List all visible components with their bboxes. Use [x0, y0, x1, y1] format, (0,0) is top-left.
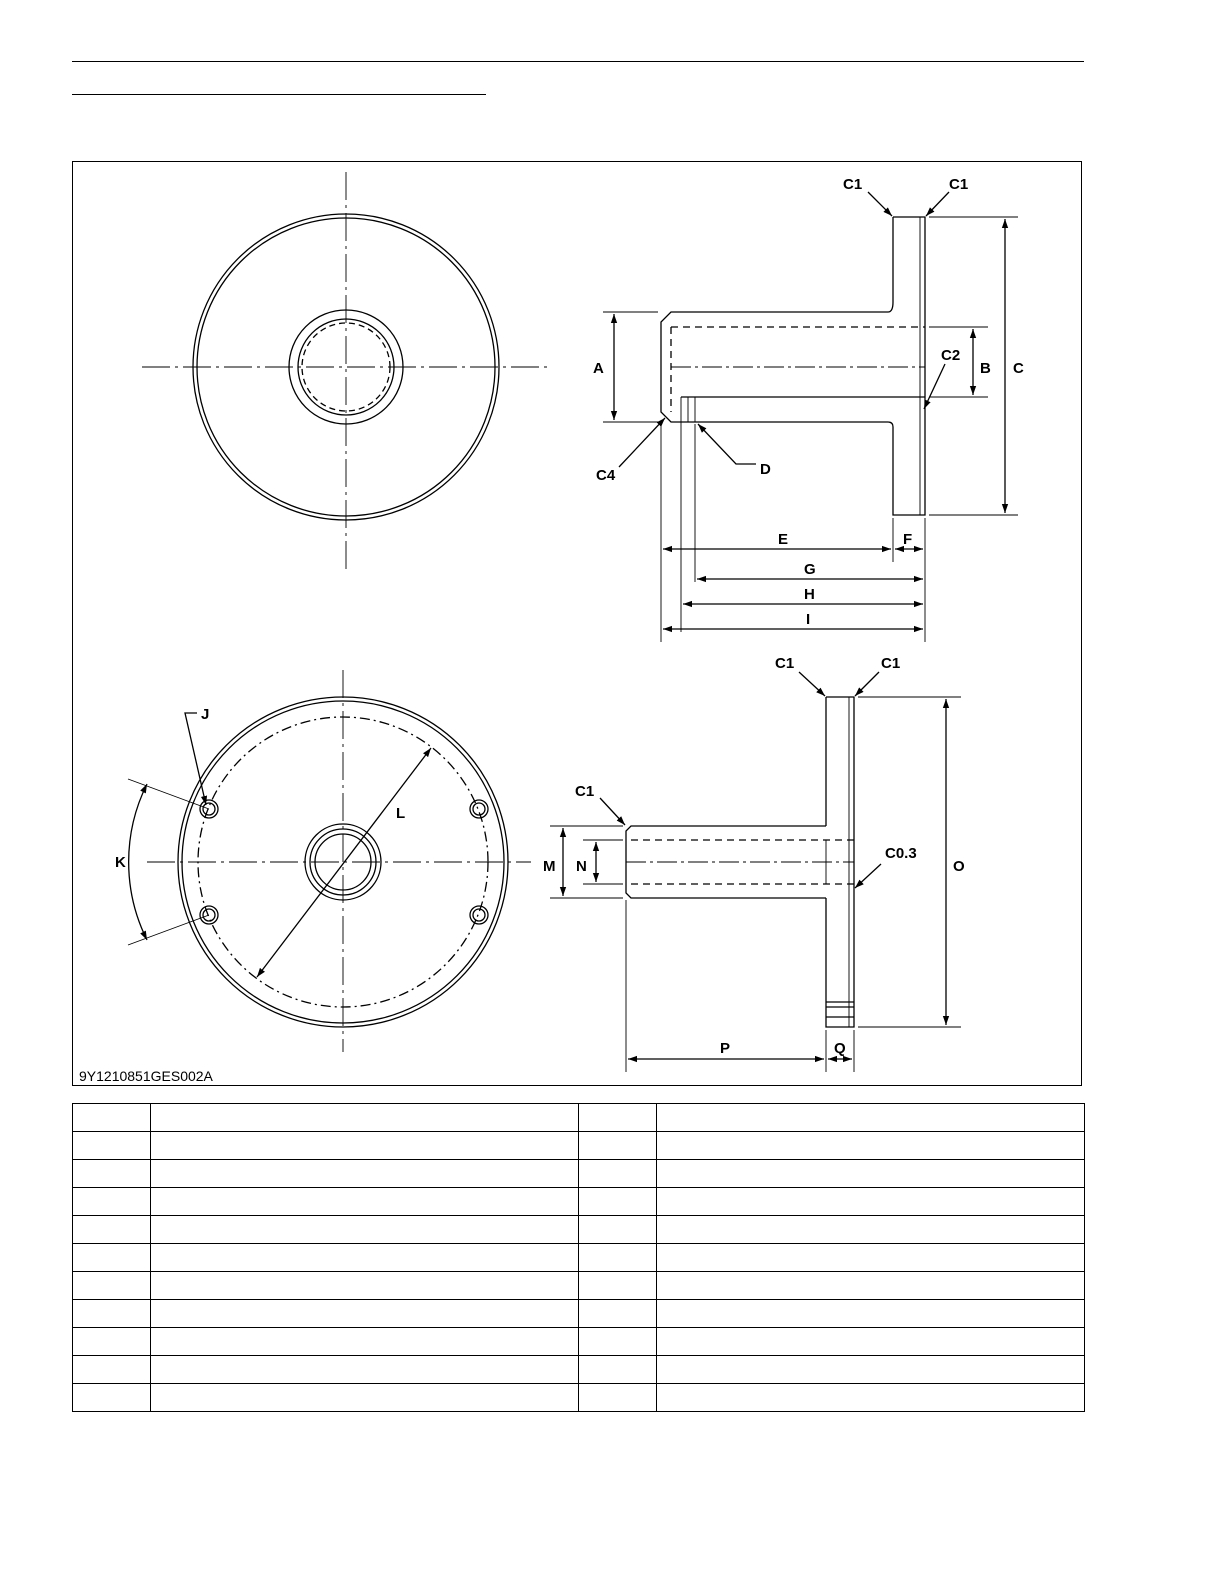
- table-cell: [657, 1104, 1085, 1132]
- label-o: O: [953, 858, 965, 875]
- table-cell: [151, 1384, 579, 1412]
- table-cell: [579, 1216, 657, 1244]
- table-cell: [73, 1356, 151, 1384]
- header-rule: [72, 61, 1084, 62]
- label-m: M: [543, 858, 556, 875]
- table-row: [73, 1104, 1085, 1132]
- label-c1: C1: [575, 783, 595, 800]
- table-cell: [657, 1188, 1085, 1216]
- label-q: Q: [834, 1040, 846, 1057]
- table-cell: [151, 1356, 579, 1384]
- table-cell: [657, 1216, 1085, 1244]
- table-cell: [657, 1272, 1085, 1300]
- table-row: [73, 1244, 1085, 1272]
- table-cell: [73, 1272, 151, 1300]
- table-cell: [579, 1244, 657, 1272]
- table-cell: [657, 1132, 1085, 1160]
- table-cell: [657, 1244, 1085, 1272]
- label-e: E: [778, 531, 789, 548]
- subheader-rule: [72, 94, 486, 95]
- label-c1: C1: [775, 655, 795, 672]
- table-cell: [151, 1160, 579, 1188]
- table-cell: [73, 1328, 151, 1356]
- table-row: [73, 1328, 1085, 1356]
- dimension-labels: [115, 176, 1024, 1057]
- specification-table: [72, 1103, 1085, 1412]
- table-cell: [579, 1384, 657, 1412]
- table-cell: [151, 1132, 579, 1160]
- table-row: [73, 1384, 1085, 1412]
- table-cell: [579, 1300, 657, 1328]
- label-b: B: [980, 360, 991, 377]
- hub-side-section: [550, 672, 961, 1072]
- table-cell: [151, 1216, 579, 1244]
- label-c1: C1: [843, 176, 863, 193]
- table-cell: [73, 1132, 151, 1160]
- label-c03: C0.3: [885, 845, 917, 862]
- table-cell: [73, 1104, 151, 1132]
- table-cell: [73, 1216, 151, 1244]
- hub-front-view: [128, 670, 531, 1052]
- table-cell: [579, 1188, 657, 1216]
- table-row: [73, 1132, 1085, 1160]
- table-row: [73, 1160, 1085, 1188]
- label-h: H: [804, 586, 815, 603]
- label-l: L: [396, 805, 406, 822]
- table-cell: [151, 1244, 579, 1272]
- table-row: [73, 1216, 1085, 1244]
- table-cell: [579, 1104, 657, 1132]
- table-cell: [73, 1244, 151, 1272]
- table-cell: [73, 1300, 151, 1328]
- flange-front-view: [142, 172, 550, 572]
- table-row: [73, 1188, 1085, 1216]
- label-k: K: [115, 854, 126, 871]
- label-f: F: [903, 531, 913, 548]
- table-cell: [151, 1188, 579, 1216]
- label-c: C: [1013, 360, 1024, 377]
- table-cell: [657, 1328, 1085, 1356]
- table-cell: [579, 1328, 657, 1356]
- table-cell: [151, 1300, 579, 1328]
- table-row: [73, 1356, 1085, 1384]
- label-n: N: [576, 858, 587, 875]
- label-d: D: [760, 461, 771, 478]
- table-cell: [657, 1384, 1085, 1412]
- label-g: G: [804, 561, 816, 578]
- table-cell: [579, 1132, 657, 1160]
- table-cell: [151, 1328, 579, 1356]
- label-c1: C1: [949, 176, 969, 193]
- label-c4: C4: [596, 467, 616, 484]
- label-j: J: [201, 706, 210, 723]
- table-cell: [73, 1188, 151, 1216]
- technical-drawing: [72, 161, 1082, 1086]
- table-cell: [657, 1160, 1085, 1188]
- table-row: [73, 1272, 1085, 1300]
- label-a: A: [593, 360, 604, 377]
- table-cell: [73, 1384, 151, 1412]
- label-c1: C1: [881, 655, 901, 672]
- label-c2: C2: [941, 347, 961, 364]
- label-i: I: [806, 611, 811, 628]
- table-cell: [579, 1356, 657, 1384]
- table-cell: [657, 1300, 1085, 1328]
- table-cell: [151, 1272, 579, 1300]
- table-row: [73, 1300, 1085, 1328]
- figure-id-code: 9Y1210851GES002A: [79, 1068, 213, 1084]
- table-cell: [579, 1160, 657, 1188]
- table-cell: [657, 1356, 1085, 1384]
- table-cell: [73, 1160, 151, 1188]
- table-cell: [579, 1272, 657, 1300]
- label-p: P: [720, 1040, 731, 1057]
- table-cell: [151, 1104, 579, 1132]
